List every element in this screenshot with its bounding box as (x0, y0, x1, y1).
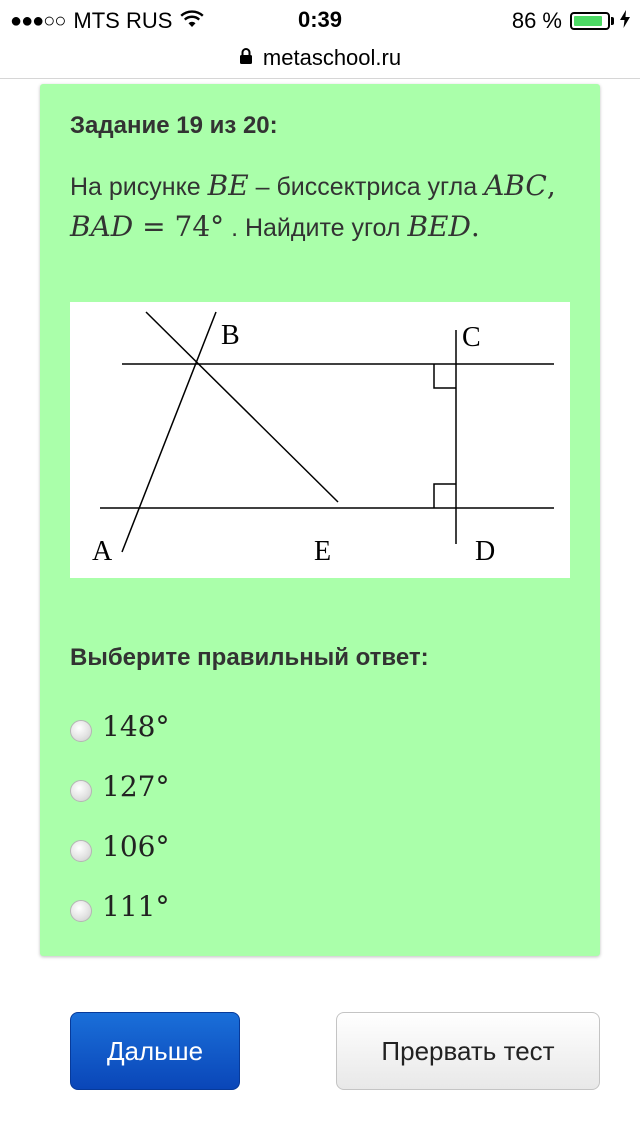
radio-button[interactable] (70, 900, 92, 922)
battery-icon (570, 12, 610, 30)
lock-icon (239, 45, 253, 71)
answer-prompt: Выберите правильный ответ: (70, 644, 429, 671)
line-ab (122, 312, 216, 552)
var-bad: BAD (70, 210, 134, 243)
stop-test-button[interactable]: Прервать тест (336, 1012, 600, 1090)
answer-option[interactable] (70, 816, 169, 876)
label-e: E (314, 536, 332, 567)
task-card (40, 84, 600, 956)
url-text: metaschool.ru (262, 45, 402, 70)
signal-strength: ●●●○○ (10, 9, 66, 32)
answer-options (70, 696, 169, 936)
var-be: BE (207, 169, 249, 202)
geometry-figure (70, 302, 570, 578)
right-angle-d (434, 484, 456, 508)
var-abc: ABC (484, 169, 547, 202)
radio-button[interactable] (70, 720, 92, 742)
label-b: B (221, 320, 240, 351)
status-right (512, 8, 630, 34)
radio-button[interactable] (70, 780, 92, 802)
question-text (70, 166, 580, 248)
answer-label[interactable]: 148° (102, 709, 170, 743)
status-bar (0, 0, 640, 40)
radio-button[interactable] (70, 840, 92, 862)
answer-label[interactable]: 111° (102, 889, 170, 923)
question-prefix: На рисунке (70, 173, 208, 201)
question-eq: = 74° (133, 210, 225, 243)
address-bar[interactable] (0, 38, 640, 79)
right-angle-c (434, 364, 456, 388)
next-button[interactable]: Дальше (70, 1012, 240, 1090)
figure-svg (70, 302, 570, 578)
line-be (146, 312, 338, 502)
question-end: . (470, 210, 480, 243)
task-title: Задание 19 из 20: (70, 112, 278, 139)
carrier-name: MTS RUS (73, 8, 173, 33)
var-bed: BED (407, 210, 471, 243)
clock: 0:39 (297, 7, 343, 32)
battery-fill (574, 16, 602, 26)
answer-option[interactable] (70, 756, 169, 816)
answer-option[interactable] (70, 876, 169, 936)
question-mid: – биссектриса угла (248, 173, 485, 201)
question-suffix: . Найдите угол (224, 214, 408, 242)
battery-percent: 86 % (511, 8, 562, 33)
label-a: A (92, 536, 113, 567)
answer-option[interactable] (70, 696, 169, 756)
answer-label[interactable]: 106° (102, 829, 170, 863)
charging-icon (620, 10, 630, 33)
battery-tip (611, 17, 614, 25)
label-c: C (462, 322, 481, 353)
question-comma: , (546, 169, 556, 202)
answer-label[interactable]: 127° (102, 769, 170, 803)
label-d: D (475, 536, 496, 567)
